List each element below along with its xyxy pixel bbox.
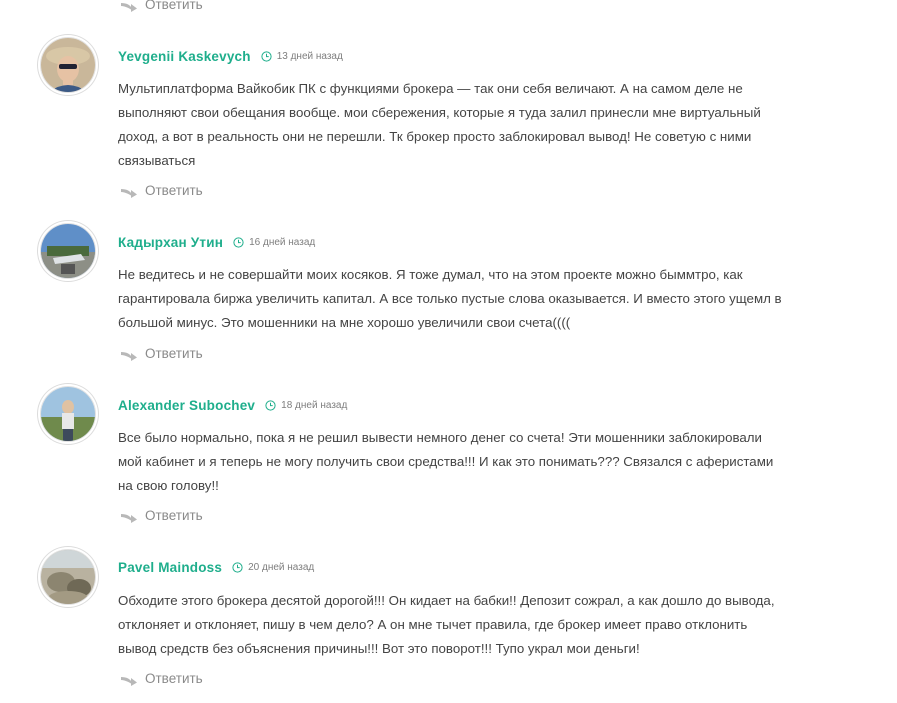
clock-icon [233, 237, 244, 248]
reply-button[interactable] [120, 508, 203, 524]
comment-date [232, 562, 314, 573]
reply-label: Ответить [145, 346, 203, 361]
comment-date [233, 237, 315, 248]
avatar [41, 387, 95, 441]
comment-author[interactable]: Alexander Subochev [118, 398, 256, 413]
reply-arrow-icon [120, 184, 138, 198]
comment-meta [118, 560, 314, 575]
avatar [41, 224, 95, 278]
reply-arrow-icon [120, 347, 138, 361]
reply-button[interactable] [120, 346, 203, 362]
clock-icon [265, 400, 276, 411]
comment-author[interactable]: Кадырхан Утин [118, 235, 224, 250]
comment-text: Обходите этого брокера десятой дорогой!!! Он кидает на бабки!! Депозит сожрал, а как дошло до вывода, отклоняет и отклоняет, пишу в чем дело? А он мне тычет правила, где брокер имеет право отклонить вывод средств без объяснения причины!!! Вот это поворот!!! Тупо украл мои деньги! [118, 593, 775, 656]
reply-button[interactable] [120, 0, 203, 13]
comment-date-text: 20 дней назад [248, 562, 315, 573]
comment-meta [118, 49, 343, 64]
comment-meta [118, 235, 315, 250]
comment-date [265, 400, 347, 411]
avatar [41, 550, 95, 604]
clock-icon [261, 51, 272, 62]
comment-date-text: 16 дней назад [249, 237, 316, 248]
reply-button[interactable] [120, 183, 203, 199]
comment-author[interactable]: Yevgenii Kaskevych [118, 49, 251, 64]
comment-meta [118, 398, 347, 413]
reply-arrow-icon [120, 509, 138, 523]
comment-text: Все было нормально, пока я не решил вывести немного денег со счета! Эти мошенники заблокировали мой кабинет и я теперь не могу получить свои средства!!! И как это понимать??? Связался с аферистами на свою голову!! [118, 430, 774, 493]
comment-author[interactable]: Pavel Maindoss [118, 560, 223, 575]
comment-date-text: 18 дней назад [281, 400, 348, 411]
comment-text: Мультиплатформа Вайкобик ПК с функциями брокера — так они себя величают. А на самом деле не выполняют свои обещания вообще. мои сбережения, которые я туда залил принесли мне виртуальный доход, а вот в реальность они не перешли. Тк брокер просто заблокировал вывод! Не советую с ними связываться [118, 81, 761, 168]
comment-text: Не ведитесь и не совершайти моих косяков. Я тоже думал, что на этом проекте можно быммтро, как гарантировала биржа увеличить капитал. А все только пустые слова оказывается. И вместо этого ущемл в большой минус. Это мошенники на мне хорошо увеличили свои счета(((( [118, 267, 782, 330]
reply-button[interactable] [120, 671, 203, 687]
reply-label: Ответить [145, 671, 203, 686]
avatar [41, 38, 95, 92]
comment-date-text: 13 дней назад [276, 51, 343, 62]
clock-icon [232, 562, 243, 573]
comment-date [261, 51, 343, 62]
reply-label: Ответить [145, 0, 203, 12]
reply-arrow-icon [120, 0, 138, 12]
reply-label: Ответить [145, 508, 203, 523]
reply-arrow-icon [120, 672, 138, 686]
reply-label: Ответить [145, 183, 203, 198]
